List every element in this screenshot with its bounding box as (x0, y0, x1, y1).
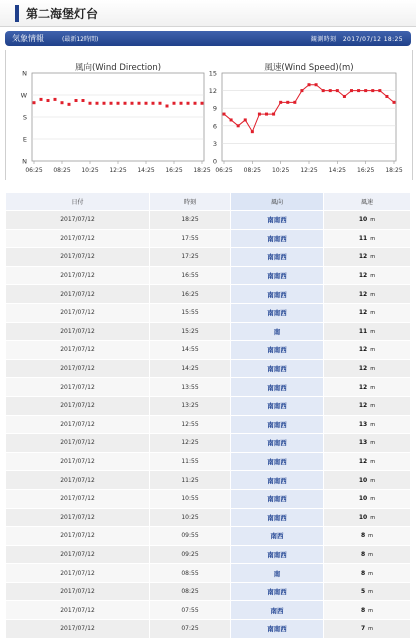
table-row (6, 471, 410, 489)
speed-unit: m (370, 235, 376, 242)
x-tick-label: 08:25 (53, 167, 71, 174)
table-row (6, 248, 410, 266)
speed-point (265, 113, 268, 116)
cell-speed (324, 564, 410, 582)
charts-svg (6, 50, 412, 180)
cell-date: 2017/07/12 (6, 583, 149, 601)
speed-point (315, 83, 318, 86)
speed-unit: m (370, 347, 376, 354)
speed-unit: m (370, 254, 376, 261)
speed-value: 8 (360, 606, 366, 614)
cell-direction: 南南西 (231, 304, 323, 322)
direction-point (145, 102, 148, 105)
cell-speed (324, 471, 410, 489)
page-title: 第二海堡灯台 (26, 7, 99, 21)
speed-unit: m (370, 328, 376, 335)
cell-speed (324, 360, 410, 378)
direction-point (138, 102, 141, 105)
observed-time: 観測時刻 2017/07/12 18:25 (310, 36, 403, 43)
cell-direction: 南南西 (231, 378, 323, 396)
speed-point (258, 113, 261, 116)
cell-speed (324, 378, 410, 396)
speed-value: 13 (358, 420, 368, 428)
cell-time: 15:25 (150, 323, 230, 341)
table-row (6, 285, 410, 303)
cell-time: 11:55 (150, 453, 230, 471)
speed-unit: m (368, 626, 374, 633)
cell-date: 2017/07/12 (6, 601, 149, 619)
cell-speed (324, 397, 410, 415)
cell-time: 18:25 (150, 211, 230, 229)
speed-point (244, 118, 247, 121)
direction-point (152, 102, 155, 105)
cell-speed (324, 416, 410, 434)
cell-time: 13:55 (150, 378, 230, 396)
cell-speed (324, 267, 410, 285)
x-tick-label: 18:25 (193, 167, 211, 174)
x-tick-label: 06:25 (215, 167, 233, 174)
cell-direction: 南南西 (231, 267, 323, 285)
speed-point (378, 89, 381, 92)
speed-point (308, 83, 311, 86)
direction-point (187, 102, 190, 105)
cell-direction: 南南西 (231, 360, 323, 378)
speed-unit: m (368, 589, 374, 596)
table-row (6, 230, 410, 248)
chart-title: 風向(Wind Direction) (74, 63, 162, 73)
direction-point (166, 105, 169, 108)
speed-unit: m (368, 607, 374, 614)
table-row (6, 490, 410, 508)
speed-value: 12 (358, 290, 368, 298)
cell-direction: 南南西 (231, 285, 323, 303)
table-header-row (6, 193, 410, 210)
direction-point (89, 102, 92, 105)
direction-point (82, 99, 85, 102)
speed-unit: m (370, 366, 376, 373)
y-tick-label: N (22, 157, 27, 166)
speed-value: 12 (358, 253, 368, 261)
cell-speed (324, 620, 410, 638)
cell-direction: 南南西 (231, 471, 323, 489)
speed-point (364, 89, 367, 92)
table-row (6, 416, 410, 434)
cell-date: 2017/07/12 (6, 323, 149, 341)
cell-date: 2017/07/12 (6, 453, 149, 471)
table-row (6, 546, 410, 564)
cell-time: 07:55 (150, 601, 230, 619)
speed-unit: m (370, 291, 376, 298)
cell-direction: 南南西 (231, 546, 323, 564)
cell-time: 10:55 (150, 490, 230, 508)
cell-direction: 南南西 (231, 434, 323, 452)
cell-speed (324, 285, 410, 303)
cell-direction: 南西 (231, 527, 323, 545)
x-tick-label: 10:25 (81, 167, 99, 174)
cell-speed (324, 341, 410, 359)
table-row (6, 509, 410, 527)
table-row (6, 434, 410, 452)
cell-direction: 南 (231, 564, 323, 582)
x-tick-label: 16:25 (165, 167, 183, 174)
cell-direction: 南南西 (231, 397, 323, 415)
direction-point (103, 102, 106, 105)
y-tick-label: 6 (212, 122, 217, 131)
cell-time: 17:55 (150, 230, 230, 248)
y-tick-label: S (22, 113, 27, 122)
speed-unit: m (370, 514, 376, 521)
table-row (6, 620, 410, 638)
direction-point (61, 101, 64, 104)
speed-point (393, 101, 396, 104)
direction-point (33, 101, 36, 104)
speed-value: 11 (358, 327, 368, 335)
speed-value: 8 (360, 569, 366, 577)
x-tick-label: 12:25 (300, 167, 318, 174)
x-tick-label: 12:25 (109, 167, 127, 174)
observation-table-wrap (5, 192, 411, 639)
speed-point (286, 101, 289, 104)
cell-date: 2017/07/12 (6, 490, 149, 508)
speed-value: 12 (358, 346, 368, 354)
chart-title: 風速(Wind Speed)(m) (264, 63, 354, 73)
cell-direction: 南南西 (231, 230, 323, 248)
y-tick-label: 15 (208, 69, 217, 78)
direction-point (201, 102, 204, 105)
speed-point (350, 89, 353, 92)
direction-point (131, 102, 134, 105)
y-tick-label: 9 (212, 104, 217, 113)
cell-direction: 南南西 (231, 583, 323, 601)
speed-unit: m (370, 273, 376, 280)
speed-point (300, 89, 303, 92)
speed-point (279, 101, 282, 104)
speed-value: 8 (360, 532, 366, 540)
weather-header-subtitle: (最新12時間) (62, 36, 99, 43)
cell-date: 2017/07/12 (6, 248, 149, 266)
speed-value: 12 (358, 272, 368, 280)
table-row (6, 341, 410, 359)
direction-point (75, 99, 78, 102)
x-tick-label: 14:25 (328, 167, 346, 174)
speed-value: 12 (358, 309, 368, 317)
cell-time: 15:55 (150, 304, 230, 322)
speed-point (329, 89, 332, 92)
y-tick-label: 0 (212, 157, 217, 166)
table-row (6, 304, 410, 322)
cell-direction: 南南西 (231, 416, 323, 434)
observation-table (5, 192, 411, 639)
speed-unit: m (370, 217, 376, 224)
speed-point (272, 113, 275, 116)
cell-direction: 南西 (231, 601, 323, 619)
cell-speed (324, 601, 410, 619)
speed-value: 12 (358, 383, 368, 391)
cell-speed (324, 230, 410, 248)
speed-unit: m (370, 459, 376, 466)
speed-point (336, 89, 339, 92)
title-accent-bar (15, 5, 19, 22)
y-tick-label: N (22, 69, 27, 78)
cell-time: 07:25 (150, 620, 230, 638)
cell-date: 2017/07/12 (6, 416, 149, 434)
direction-point (96, 102, 99, 105)
cell-direction: 南南西 (231, 509, 323, 527)
weather-header-title: 気象情報 (12, 34, 44, 43)
speed-unit: m (370, 421, 376, 428)
cell-time: 16:25 (150, 285, 230, 303)
x-tick-label: 08:25 (243, 167, 261, 174)
speed-value: 12 (358, 365, 368, 373)
direction-point (54, 98, 57, 101)
speed-value: 10 (358, 495, 368, 503)
cell-direction: 南南西 (231, 620, 323, 638)
cell-date: 2017/07/12 (6, 341, 149, 359)
cell-date: 2017/07/12 (6, 509, 149, 527)
table-row (6, 323, 410, 341)
cell-time: 17:25 (150, 248, 230, 266)
speed-unit: m (368, 570, 374, 577)
direction-point (47, 99, 50, 102)
x-tick-label: 18:25 (385, 167, 403, 174)
cell-time: 09:55 (150, 527, 230, 545)
title-bar (0, 0, 416, 27)
col-header-direction: 風向 (231, 193, 323, 210)
weather-header-bar (5, 31, 411, 46)
y-tick-label: W (20, 91, 27, 100)
table-row (6, 601, 410, 619)
direction-point (117, 102, 120, 105)
direction-point (180, 102, 183, 105)
cell-direction: 南南西 (231, 211, 323, 229)
cell-time: 14:25 (150, 360, 230, 378)
table-row (6, 360, 410, 378)
wind-direction-chart (32, 73, 204, 164)
x-tick-label: 16:25 (357, 167, 375, 174)
table-row (6, 397, 410, 415)
table-row (6, 211, 410, 229)
table-body (6, 211, 410, 638)
cell-date: 2017/07/12 (6, 267, 149, 285)
cell-speed (324, 304, 410, 322)
speed-point (343, 95, 346, 98)
cell-speed (324, 211, 410, 229)
cell-time: 12:55 (150, 416, 230, 434)
cell-date: 2017/07/12 (6, 285, 149, 303)
direction-point (40, 98, 43, 101)
speed-value: 10 (358, 216, 368, 224)
cell-time: 12:25 (150, 434, 230, 452)
y-tick-label: 3 (212, 139, 217, 148)
x-tick-label: 10:25 (272, 167, 290, 174)
speed-value: 10 (358, 476, 368, 484)
table-row (6, 453, 410, 471)
cell-speed (324, 509, 410, 527)
col-header-speed: 風速 (324, 193, 410, 210)
speed-value: 12 (358, 458, 368, 466)
speed-point (293, 101, 296, 104)
table-row (6, 267, 410, 285)
table-row (6, 583, 410, 601)
cell-date: 2017/07/12 (6, 304, 149, 322)
x-tick-label: 14:25 (137, 167, 155, 174)
wind-speed-chart (222, 73, 396, 164)
cell-speed (324, 527, 410, 545)
cell-date: 2017/07/12 (6, 471, 149, 489)
speed-unit: m (368, 533, 374, 540)
table-row (6, 564, 410, 582)
cell-speed (324, 434, 410, 452)
col-header-date: 日付 (6, 193, 149, 210)
cell-speed (324, 490, 410, 508)
direction-point (68, 103, 71, 106)
direction-point (110, 102, 113, 105)
speed-point (322, 89, 325, 92)
cell-speed (324, 248, 410, 266)
speed-value: 13 (358, 439, 368, 447)
cell-date: 2017/07/12 (6, 546, 149, 564)
cell-direction: 南南西 (231, 341, 323, 359)
speed-value: 8 (360, 550, 366, 558)
cell-speed (324, 323, 410, 341)
cell-date: 2017/07/12 (6, 397, 149, 415)
direction-point (124, 102, 127, 105)
cell-date: 2017/07/12 (6, 620, 149, 638)
cell-date: 2017/07/12 (6, 211, 149, 229)
cell-time: 08:55 (150, 564, 230, 582)
cell-date: 2017/07/12 (6, 230, 149, 248)
speed-point (385, 95, 388, 98)
speed-point (230, 118, 233, 121)
cell-date: 2017/07/12 (6, 527, 149, 545)
cell-date: 2017/07/12 (6, 378, 149, 396)
direction-point (159, 102, 162, 105)
chart-area (5, 50, 413, 180)
speed-unit: m (368, 551, 374, 558)
speed-value: 11 (358, 234, 368, 242)
speed-unit: m (370, 496, 376, 503)
cell-direction: 南南西 (231, 248, 323, 266)
cell-time: 16:55 (150, 267, 230, 285)
speed-point (251, 130, 254, 133)
cell-time: 13:25 (150, 397, 230, 415)
direction-point (194, 102, 197, 105)
speed-value: 10 (358, 513, 368, 521)
speed-value: 5 (360, 588, 366, 596)
x-tick-label: 06:25 (25, 167, 43, 174)
cell-direction: 南南西 (231, 453, 323, 471)
cell-time: 09:25 (150, 546, 230, 564)
speed-unit: m (370, 384, 376, 391)
cell-date: 2017/07/12 (6, 434, 149, 452)
speed-unit: m (370, 310, 376, 317)
cell-speed (324, 546, 410, 564)
table-row (6, 378, 410, 396)
speed-value: 7 (360, 625, 366, 633)
col-header-time: 時刻 (150, 193, 230, 210)
cell-date: 2017/07/12 (6, 360, 149, 378)
speed-unit: m (370, 440, 376, 447)
cell-direction: 南南西 (231, 490, 323, 508)
speed-unit: m (370, 403, 376, 410)
cell-date: 2017/07/12 (6, 564, 149, 582)
direction-point (173, 102, 176, 105)
speed-unit: m (370, 477, 376, 484)
table-row (6, 527, 410, 545)
cell-speed (324, 453, 410, 471)
speed-point (371, 89, 374, 92)
cell-time: 08:25 (150, 583, 230, 601)
speed-point (237, 124, 240, 127)
speed-point (223, 113, 226, 116)
speed-point (357, 89, 360, 92)
speed-value: 12 (358, 402, 368, 410)
cell-time: 11:25 (150, 471, 230, 489)
cell-speed (324, 583, 410, 601)
cell-direction: 南 (231, 323, 323, 341)
cell-time: 14:55 (150, 341, 230, 359)
y-tick-label: 12 (208, 87, 217, 96)
y-tick-label: E (22, 135, 27, 144)
cell-time: 10:25 (150, 509, 230, 527)
